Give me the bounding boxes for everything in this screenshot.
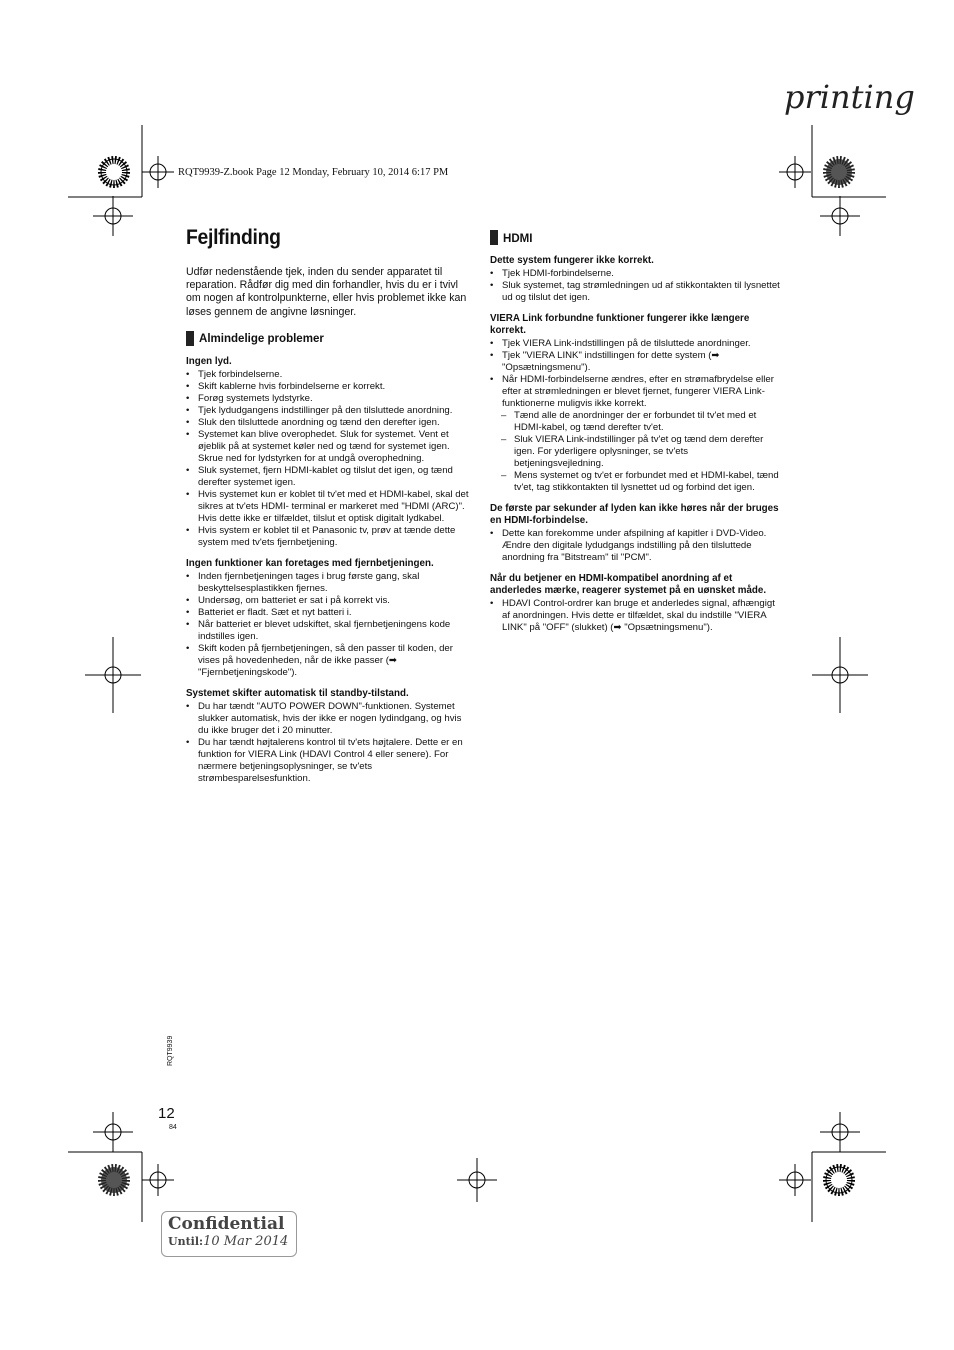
- list-item: • Tjek lydudgangens indstillinger på den tilsluttede anordning.: [186, 405, 471, 417]
- list-item: • Hvis systemet kun er koblet til tv'et med et HDMI-kabel, skal det sikres at tv'ets HDMI- terminal er markeret med "HDMI (ARC)". Hvis dette ikke er tilfældet, tilslut et optisk digitalt lydkabel.: [186, 489, 471, 525]
- list-item: • Sluk systemet, tag strømledningen ud af stikkontakten til lysnettet ud og tilslut det igen.: [490, 280, 780, 304]
- sub-list-item: – Tænd alle de anordninger der er forbundet til tv'et med et HDMI-kabel, og tænd derefter tv'et.: [490, 410, 780, 434]
- problem-heading: Systemet skifter automatisk til standby-tilstand.: [186, 687, 409, 699]
- list-item: • Sluk den tilsluttede anordning og tænd den derefter igen.: [186, 417, 471, 429]
- solution-list: [186, 571, 471, 679]
- list-item: • Inden fjernbetjeningen tages i brug første gang, skal beskyttelsesplastikken fjernes.: [186, 571, 471, 595]
- sub-page-number: 84: [169, 1124, 177, 1131]
- list-item: • Undersøg, om batteriet er sat i på korrekt vis.: [186, 595, 471, 607]
- solution-list: [490, 528, 780, 564]
- sub-list-item: – Mens systemet og tv'et er forbundet med et HDMI-kabel, tænd tv'et, tag stikkontakten til lysnettet ud og forbind det igen.: [490, 470, 780, 494]
- list-item: • Batteriet er fladt. Sæt et nyt batteri i.: [186, 607, 471, 619]
- problem-heading: Ingen lyd.: [186, 355, 232, 367]
- list-item: • Sluk systemet, fjern HDMI-kablet og tilslut det igen, og tænd derefter systemet igen.: [186, 465, 471, 489]
- solution-list: [186, 701, 471, 785]
- until-date: 10 Mar 2014: [203, 1234, 289, 1249]
- solution-list: [490, 338, 780, 494]
- left-column: [186, 266, 471, 794]
- list-item: • Dette kan forekomme under afspilning af kapitler i DVD-Video. Ændre den digitale lydudgangs indstilling på den tilsluttede anordning fra "Bitstream" til "PCM".: [490, 528, 780, 564]
- general-problems-list: [186, 356, 471, 785]
- list-item: • Hvis system er koblet til et Panasonic tv, prøv at tænde dette system med tv'ets fjernbetjening.: [186, 525, 471, 549]
- right-column: [490, 230, 780, 643]
- section-heading-hdmi: [490, 230, 780, 245]
- page-title: Fejlfinding: [186, 226, 281, 249]
- list-item: • Systemet kan blive overophedet. Sluk for systemet. Vent et øjeblik på at systemet køler ned og tænd for systemet igen. Skrue ned for lydstyrken for at undgå overophedning.: [186, 429, 471, 465]
- section-heading-text: HDMI: [503, 230, 533, 245]
- list-item: • Du har tændt højtalerens kontrol til tv'ets højtalere. Dette er en funktion for VIERA Link (HDAVI Control 4 eller senere). For nærmere betjeningsoplysninger, se tv'ets strømbesparelsesfunktion.: [186, 737, 471, 785]
- section-bar-icon: [186, 331, 194, 346]
- problem-heading: De første par sekunder af lyden kan ikke høres når der bruges en HDMI-forbindelse.: [490, 503, 779, 526]
- problem-heading: VIERA Link forbundne funktioner fungerer ikke længere korrekt.: [490, 313, 750, 336]
- solution-list: [490, 598, 780, 634]
- until-label: Until:: [168, 1235, 204, 1248]
- problem-heading: Ingen funktioner kan foretages med fjernbetjeningen.: [186, 557, 434, 569]
- list-item: • Når batteriet er blevet udskiftet, skal fjernbetjeningens kode indstilles igen.: [186, 619, 471, 643]
- list-item: • Skift koden på fjernbetjeningen, så den passer til koden, der vises på hovedenheden, når de ikke passer (➡ "Fjernbetjeningskode").: [186, 643, 471, 679]
- book-info-line: RQT9939-Z.book Page 12 Monday, February 10, 2014 6:17 PM: [178, 167, 449, 178]
- model-code: RQT9939: [167, 1035, 174, 1066]
- list-item: • Skift kablerne hvis forbindelserne er korrekt.: [186, 381, 471, 393]
- page-number: 12: [158, 1105, 175, 1122]
- confidential-stamp: [161, 1211, 297, 1257]
- section-heading-text: Almindelige problemer: [199, 331, 324, 346]
- list-item: • Tjek HDMI-forbindelserne.: [490, 268, 780, 280]
- problem-heading: Dette system fungerer ikke korrekt.: [490, 255, 654, 266]
- sub-list-item: – Sluk VIERA Link-indstillinger på tv'et og tænd dem derefter igen. For yderligere oplysninger, se tv'ets betjeningsvejledning.: [490, 434, 780, 470]
- list-item: • Tjek "VIERA LINK" indstillingen for dette system (➡ "Opsætningsmenu").: [490, 350, 780, 374]
- hdmi-problems-list: [490, 255, 780, 634]
- solution-list: [186, 369, 471, 549]
- section-bar-icon: [490, 230, 498, 245]
- printing-watermark: printing: [784, 78, 915, 116]
- section-heading-general: [186, 331, 471, 346]
- list-item: • Tjek VIERA Link-indstillingen på de tilsluttede anordninger.: [490, 338, 780, 350]
- list-item: • Du har tændt "AUTO POWER DOWN"-funktionen. Systemet slukker automatisk, hvis der ikke er nogen lydindgang, og hvis du ikke bruger det i 20 minutter.: [186, 701, 471, 737]
- list-item: • Forøg systemets lydstyrke.: [186, 393, 471, 405]
- list-item: • HDAVI Control-ordrer kan bruge et anderledes signal, afhængigt af anordningen. Hvis dette er tilfældet, skal du indstille "VIERA LINK" på "OFF" (slukket) (➡ "Opsætningsmenu").: [490, 598, 780, 634]
- intro-paragraph: Udfør nedenstående tjek, inden du sender apparatet til reparation. Rådfør dig med din forhandler, hvis du er i tvivl om nogen af kontrolpunkterne, eller hvis problemet ikke kan løses gennem de angivne løsninger.: [186, 266, 467, 318]
- list-item: • Tjek forbindelserne.: [186, 369, 471, 381]
- problem-heading: Når du betjener en HDMI-kompatibel anordning af et anderledes mærke, reagerer systemet på en uønsket måde.: [490, 573, 767, 596]
- confidential-label: Confidential: [168, 1214, 285, 1234]
- solution-list: [490, 268, 780, 304]
- list-item: • Når HDMI-forbindelserne ændres, efter en strømafbrydelse eller efter at strømledningen er blevet fjernet, fungerer VIERA Link-funktionerne muligvis ikke korrekt.: [490, 374, 780, 410]
